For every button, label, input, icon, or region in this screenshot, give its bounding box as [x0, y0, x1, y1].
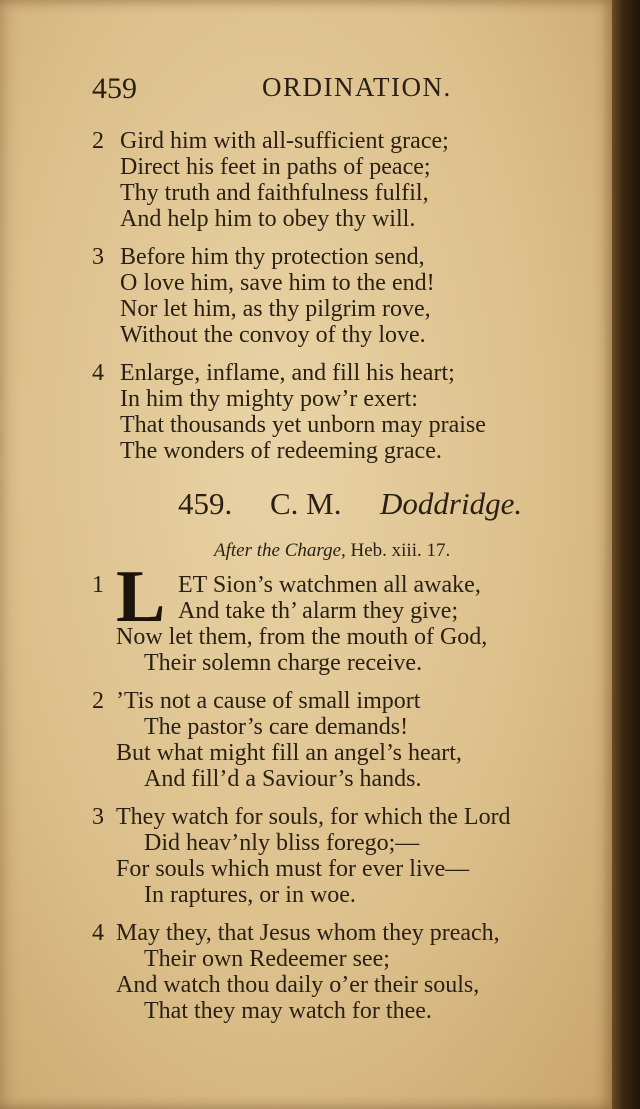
stanza-number: 2: [92, 128, 104, 154]
stanza-number: 1: [92, 572, 104, 598]
verse-line: Their solemn charge receive.: [144, 650, 423, 676]
verse-line: In raptures, or in woe.: [144, 882, 356, 908]
hymn-meter: C. M.: [270, 486, 342, 521]
hymn-occasion: After the Charge,: [214, 540, 346, 561]
verse-line: But what might fill an angel’s heart,: [116, 740, 462, 766]
verse-line: And take th’ alarm they give;: [178, 598, 459, 624]
verse-line: ’Tis not a cause of small import: [116, 688, 421, 714]
stanza-number: 4: [92, 920, 104, 946]
verse-line: May they, that Jesus whom they preach,: [116, 920, 500, 946]
verse-line: Their own Redeemer see;: [144, 946, 390, 972]
verse-line: ET Sion’s watchmen all awake,: [178, 572, 481, 598]
drop-cap: L: [116, 556, 166, 638]
verse-line: Direct his feet in paths of peace;: [120, 154, 431, 180]
hymn-number: 459.: [178, 486, 233, 521]
hymn-subtitle: [214, 538, 534, 564]
stanza-number: 3: [92, 244, 104, 270]
verse-line: In him thy mighty pow’r exert:: [120, 386, 418, 412]
verse-line: Gird him with all-sufficient grace;: [120, 128, 449, 154]
verse-line: They watch for souls, for which the Lord: [116, 804, 511, 830]
book-gutter: [612, 0, 640, 1109]
page-number: 459: [92, 72, 137, 105]
running-title: ORDINATION.: [262, 72, 452, 102]
stanza-1: [92, 572, 562, 676]
verse-line: And fill’d a Saviour’s hands.: [144, 766, 422, 792]
hymn-author: Doddridge.: [380, 486, 523, 521]
verse-line: Nor let him, as thy pilgrim rove,: [120, 296, 431, 322]
verse-line: The wonders of redeeming grace.: [120, 438, 442, 464]
stanza-prev-4: [92, 360, 562, 464]
verse-line: Without the convoy of thy love.: [120, 322, 426, 348]
hymn-heading: [178, 486, 578, 530]
stanza-prev-2: [92, 128, 562, 232]
verse-line: The pastor’s care demands!: [144, 714, 409, 740]
verse-line: Did heav’nly bliss forego;—: [144, 830, 420, 856]
stanza-number: 3: [92, 804, 104, 830]
verse-line: That thousands yet unborn may praise: [120, 412, 486, 438]
stanza-number: 4: [92, 360, 104, 386]
verse-line: Now let them, from the mouth of God,: [116, 624, 488, 650]
verse-line: That they may watch for thee.: [144, 998, 432, 1024]
scripture-reference: Heb. xiii. 17.: [350, 540, 451, 561]
verse-line: And help him to obey thy will.: [120, 206, 416, 232]
verse-line: For souls which must for ever live—: [116, 856, 470, 882]
verse-line: Thy truth and faithfulness fulfil,: [120, 180, 429, 206]
verse-line: Enlarge, inflame, and fill his heart;: [120, 360, 455, 386]
stanza-3: [92, 804, 562, 908]
stanza-number: 2: [92, 688, 104, 714]
verse-line: Before him thy protection send,: [120, 244, 425, 270]
stanza-4: [92, 920, 562, 1024]
verse-line: And watch thou daily o’er their souls,: [116, 972, 480, 998]
stanza-2: [92, 688, 562, 792]
stanza-prev-3: [92, 244, 562, 348]
page-header: [92, 72, 452, 112]
verse-line: O love him, save him to the end!: [120, 270, 435, 296]
